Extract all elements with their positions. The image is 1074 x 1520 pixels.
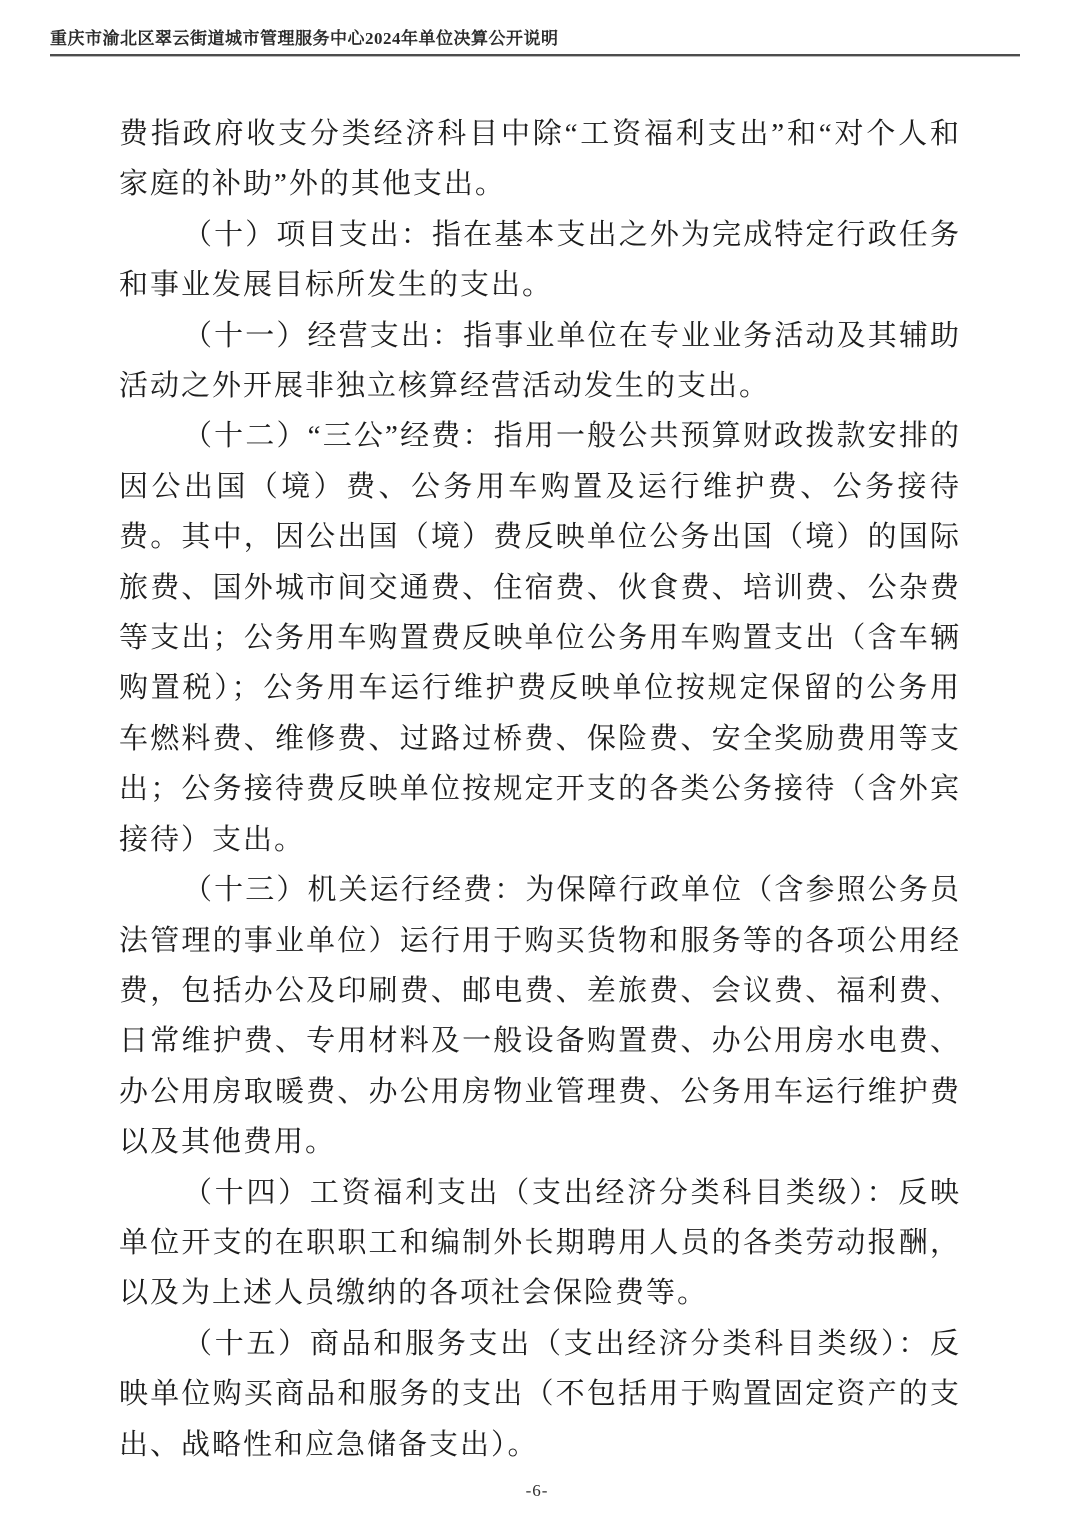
page-header [50,28,1020,57]
body-paragraph: （十五）商品和服务支出（支出经济分类科目类级）：反映单位购买商品和服务的支出（不包括用于购置固定资产的支出、战略性和应急储备支出）。 [119,1327,961,1461]
body-paragraph: （十三）机关运行经费：为保障行政单位（含参照公务员法管理的事业单位）运行用于购买货物和服务等的各项公用经费，包括办公及印刷费、邮电费、差旅费、会议费、福利费、日常维护费、专用材料及一般设备购置费、办公用房水电费、办公用房取暖费、办公用房物业管理费、公务用车运行维护费以及其他费用。 [119,874,961,1159]
page-number: -6- [525,1481,549,1500]
body-paragraph: （十）项目支出：指在基本支出之外为完成特定行政任务和事业发展目标所发生的支出。 [119,218,961,302]
header-rule [50,54,1020,57]
body-paragraph: （十一）经营支出：指事业单位在专业业务活动及其辅助活动之外开展非独立核算经营活动发生的支出。 [119,319,961,403]
body-paragraph: （十四）工资福利支出（支出经济分类科目类级）：反映单位开支的在职职工和编制外长期聘用人员的各类劳动报酬，以及为上述人员缴纳的各项社会保险费等。 [119,1176,961,1310]
body-paragraph: 费指政府收支分类经济科目中除“工资福利支出”和“对个人和家庭的补助”外的其他支出。 [119,118,961,201]
page-footer [0,1481,1074,1501]
header-title: 重庆市渝北区翠云街道城市管理服务中心2024年单位决算公开说明 [50,29,559,48]
document-body [119,109,961,1470]
body-paragraph: （十二）“三公”经费：指用一般公共预算财政拨款安排的因公出国（境）费、公务用车购置及运行维护费、公务接待费。其中，因公出国（境）费反映单位公务出国（境）的国际旅费、国外城市间交通费、住宿费、伙食费、培训费、公杂费等支出；公务用车购置费反映单位公务用车购置支出（含车辆购置税）；公务用车运行维护费反映单位按规定保留的公务用车燃料费、维修费、过路过桥费、保险费、安全奖励费用等支出；公务接待费反映单位按规定开支的各类公务接待（含外宾接待）支出。 [119,420,961,856]
